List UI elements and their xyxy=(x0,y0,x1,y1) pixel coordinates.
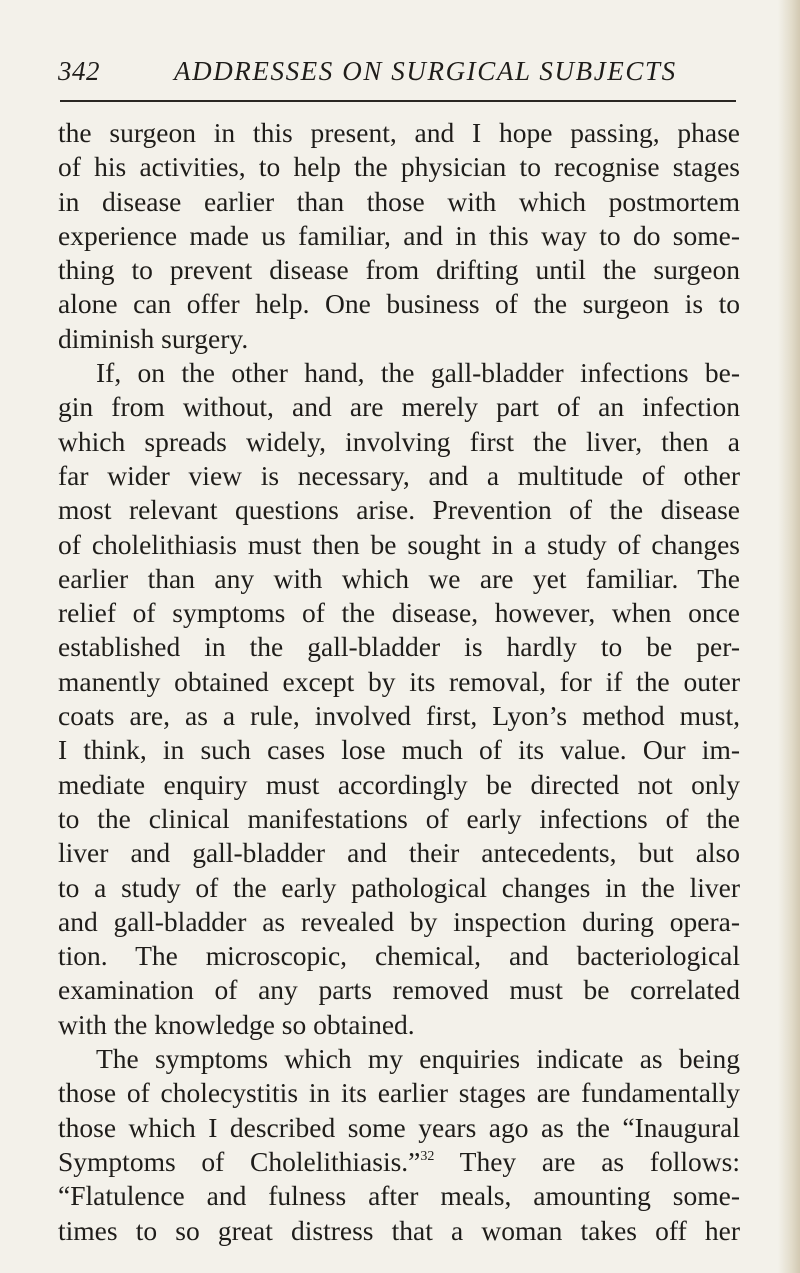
text-line: diminish surgery. xyxy=(58,322,249,354)
text-line: established in the gall-bladder is hardly to be per- xyxy=(58,631,740,663)
text-line: times to so great distress that a woman takes off her xyxy=(58,1214,740,1246)
citation-text: Symptoms of Cholelithiasis.” xyxy=(58,1145,421,1177)
text-line: those of cholecystitis in its earlier stages are fundamentally xyxy=(58,1077,740,1109)
text-line: which spreads widely, involving first the liver, then a xyxy=(58,425,740,457)
text-line: with the knowledge so obtained. xyxy=(58,1008,415,1040)
text-line: tion. The microscopic, chemical, and bacteriological xyxy=(58,940,740,972)
text-line: alone can offer help. One business of the surgeon is to xyxy=(58,288,740,320)
text-line: those which I described some years ago as the “Inaugural xyxy=(58,1111,740,1143)
text-line: relief of symptoms of the disease, however, when once xyxy=(58,597,740,629)
paragraph-3 xyxy=(58,1042,740,1248)
text-line: I think, in such cases lose much of its value. Our im- xyxy=(58,734,740,766)
text-line: liver and gall-bladder and their antecedents, but also xyxy=(58,837,740,869)
text-line: “Flatulence and fulness after meals, amounting some- xyxy=(58,1180,740,1212)
text-line: most relevant questions arise. Prevention of the disease xyxy=(58,494,740,526)
text-line: the surgeon in this present, and I hope passing, phase xyxy=(58,117,740,148)
running-head: ADDRESSES ON SURGICAL SUBJECTS xyxy=(174,56,677,86)
text-line: far wider view is necessary, and a multitude of other xyxy=(58,459,740,491)
text-line: in disease earlier than those with which postmortem xyxy=(58,185,740,217)
header-rule xyxy=(60,100,736,102)
citation-tail: They are as follows: xyxy=(459,1145,740,1177)
text-line: thing to prevent disease from drifting until the surgeon xyxy=(58,254,740,286)
text-line: and gall-bladder as revealed by inspection during opera- xyxy=(58,905,740,937)
text-line: If, on the other hand, the gall-bladder infections be- xyxy=(96,357,740,389)
text-line: gin from without, and are merely part of an infection xyxy=(58,391,740,423)
body-text xyxy=(58,116,740,1248)
text-line: manently obtained except by its removal, for if the outer xyxy=(58,665,740,697)
text-line: of cholelithiasis must then be sought in a study of changes xyxy=(58,528,740,560)
page-number: 342 xyxy=(58,56,100,86)
text-line: The symptoms which my enquiries indicate as being xyxy=(96,1043,740,1075)
text-line: of his activities, to help the physician to recognise stages xyxy=(58,151,740,183)
text-line: to the clinical manifestations of early infections of the xyxy=(58,802,740,834)
text-line: to a study of the early pathological changes in the liver xyxy=(58,871,740,903)
paragraph-1 xyxy=(58,116,740,356)
text-line: earlier than any with which we are yet familiar. The xyxy=(58,562,740,594)
page-edge-shadow xyxy=(778,0,800,1273)
page-header xyxy=(58,56,738,96)
footnote-reference: 32 xyxy=(420,1148,435,1164)
text-line-with-footnote xyxy=(58,1145,740,1179)
paragraph-2 xyxy=(58,356,740,1042)
text-line: mediate enquiry must accordingly be directed not only xyxy=(58,768,740,800)
text-line: examination of any parts removed must be correlated xyxy=(58,974,740,1006)
text-line: experience made us familiar, and in this way to do some- xyxy=(58,219,740,251)
text-line: coats are, as a rule, involved first, Lyon’s method must, xyxy=(58,700,740,732)
